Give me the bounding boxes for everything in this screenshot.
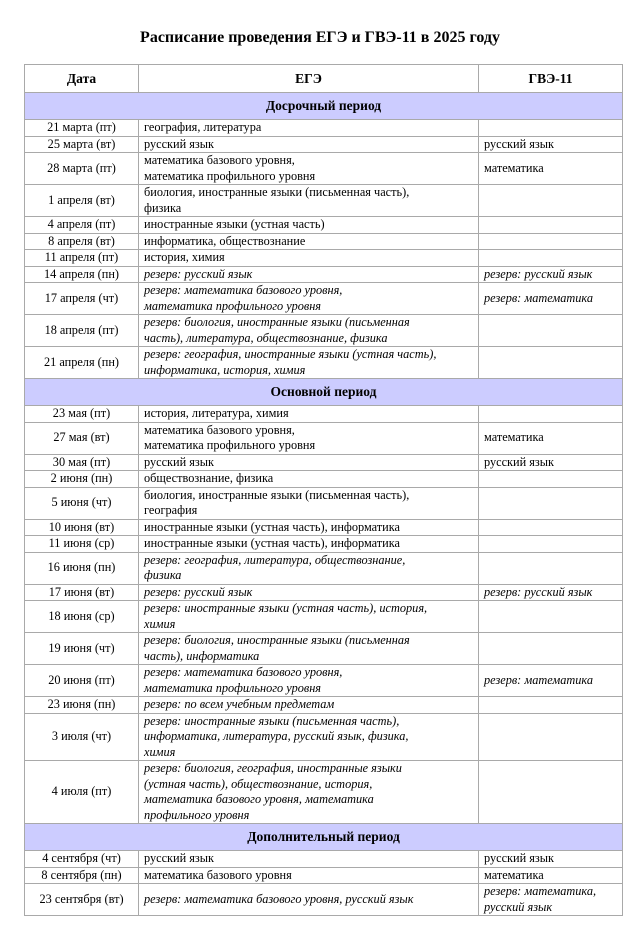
ege-subjects-cell: резерв: математика базового уровня, математика профильного уровня [139, 283, 479, 315]
column-header-gve: ГВЭ-11 [479, 65, 623, 93]
exam-date-cell: 2 июня (пн) [25, 471, 139, 488]
table-header-row [25, 65, 623, 93]
gve-subjects-cell: резерв: математика [479, 283, 623, 315]
table-row [25, 851, 623, 868]
ege-subjects-cell: резерв: биология, иностранные языки (письменная часть), литература, обществознание, физика [139, 315, 479, 347]
exam-date-cell: 1 апреля (вт) [25, 185, 139, 217]
exam-date-cell: 11 апреля (пт) [25, 250, 139, 267]
gve-subjects-cell [479, 552, 623, 584]
gve-subjects-cell: резерв: математика [479, 665, 623, 697]
exam-date-cell: 21 апреля (пн) [25, 347, 139, 379]
exam-date-cell: 19 июня (чт) [25, 633, 139, 665]
exam-date-cell: 23 июня (пн) [25, 697, 139, 714]
table-row [25, 454, 623, 471]
ege-subjects-cell: русский язык [139, 136, 479, 153]
gve-subjects-cell: резерв: математика, русский язык [479, 884, 623, 916]
ege-subjects-cell: биология, иностранные языки (письменная часть), физика [139, 185, 479, 217]
table-row [25, 487, 623, 519]
ege-subjects-cell: иностранные языки (устная часть), информатика [139, 519, 479, 536]
ege-subjects-cell: математика базового уровня [139, 867, 479, 884]
gve-subjects-cell [479, 315, 623, 347]
table-row [25, 233, 623, 250]
table-row [25, 665, 623, 697]
gve-subjects-cell: резерв: русский язык [479, 266, 623, 283]
ege-subjects-cell: математика базового уровня, математика профильного уровня [139, 153, 479, 185]
table-row [25, 266, 623, 283]
table-row [25, 136, 623, 153]
table-row [25, 713, 623, 761]
ege-subjects-cell: резерв: география, иностранные языки (устная часть), информатика, история, химия [139, 347, 479, 379]
exam-date-cell: 14 апреля (пн) [25, 266, 139, 283]
table-row [25, 471, 623, 488]
ege-subjects-cell: резерв: иностранные языки (письменная часть), информатика, литература, русский язык, физика, химия [139, 713, 479, 761]
table-row [25, 422, 623, 454]
ege-subjects-cell: резерв: биология, иностранные языки (письменная часть), информатика [139, 633, 479, 665]
exam-date-cell: 27 мая (вт) [25, 422, 139, 454]
table-row [25, 153, 623, 185]
table-row [25, 697, 623, 714]
ege-subjects-cell: резерв: география, литература, обществознание, физика [139, 552, 479, 584]
ege-subjects-cell: резерв: математика базового уровня, математика профильного уровня [139, 665, 479, 697]
table-row [25, 584, 623, 601]
ege-subjects-cell: русский язык [139, 454, 479, 471]
gve-subjects-cell [479, 487, 623, 519]
gve-subjects-cell: математика [479, 422, 623, 454]
gve-subjects-cell [479, 347, 623, 379]
table-row [25, 519, 623, 536]
page-title: Расписание проведения ЕГЭ и ГВЭ-11 в 2025 году [140, 29, 500, 46]
gve-subjects-cell [479, 713, 623, 761]
column-header-ege: ЕГЭ [139, 65, 479, 93]
gve-subjects-cell: математика [479, 153, 623, 185]
ege-subjects-cell: резерв: по всем учебным предметам [139, 697, 479, 714]
ege-subjects-cell: информатика, обществознание [139, 233, 479, 250]
gve-subjects-cell [479, 250, 623, 267]
exam-date-cell: 20 июня (пт) [25, 665, 139, 697]
table-row [25, 120, 623, 137]
ege-subjects-cell: резерв: биология, география, иностранные языки (устная часть), обществознание, история, математика базового уровня, математика профильного уровня [139, 761, 479, 824]
period-title: Дополнительный период [25, 824, 623, 851]
period-header-row [25, 824, 623, 851]
table-row [25, 552, 623, 584]
gve-subjects-cell [479, 519, 623, 536]
exam-date-cell: 23 сентября (вт) [25, 884, 139, 916]
exam-date-cell: 4 апреля (пт) [25, 217, 139, 234]
ege-subjects-cell: иностранные языки (устная часть), информатика [139, 536, 479, 553]
ege-subjects-cell: биология, иностранные языки (письменная часть), география [139, 487, 479, 519]
gve-subjects-cell: математика [479, 867, 623, 884]
gve-subjects-cell: резерв: русский язык [479, 584, 623, 601]
exam-date-cell: 25 марта (вт) [25, 136, 139, 153]
schedule-body [25, 93, 623, 916]
gve-subjects-cell: русский язык [479, 851, 623, 868]
exam-date-cell: 28 марта (пт) [25, 153, 139, 185]
gve-subjects-cell [479, 185, 623, 217]
exam-date-cell: 11 июня (ср) [25, 536, 139, 553]
table-row [25, 867, 623, 884]
table-row [25, 633, 623, 665]
period-title: Основной период [25, 379, 623, 406]
exam-date-cell: 23 мая (пт) [25, 406, 139, 423]
table-row [25, 217, 623, 234]
exam-date-cell: 4 июля (пт) [25, 761, 139, 824]
gve-subjects-cell [479, 233, 623, 250]
period-title: Досрочный период [25, 93, 623, 120]
ege-subjects-cell: география, литература [139, 120, 479, 137]
column-header-date: Дата [25, 65, 139, 93]
table-row [25, 250, 623, 267]
exam-date-cell: 8 сентября (пн) [25, 867, 139, 884]
schedule-table [24, 64, 623, 916]
ege-subjects-cell: история, литература, химия [139, 406, 479, 423]
ege-subjects-cell: математика базового уровня, математика профильного уровня [139, 422, 479, 454]
exam-date-cell: 4 сентября (чт) [25, 851, 139, 868]
table-row [25, 536, 623, 553]
gve-subjects-cell [479, 406, 623, 423]
ege-subjects-cell: резерв: иностранные языки (устная часть), история, химия [139, 601, 479, 633]
gve-subjects-cell [479, 633, 623, 665]
ege-subjects-cell: резерв: русский язык [139, 584, 479, 601]
table-row [25, 601, 623, 633]
gve-subjects-cell [479, 217, 623, 234]
period-header-row [25, 93, 623, 120]
table-row [25, 283, 623, 315]
exam-date-cell: 3 июля (чт) [25, 713, 139, 761]
ege-subjects-cell: история, химия [139, 250, 479, 267]
exam-date-cell: 21 марта (пт) [25, 120, 139, 137]
ege-subjects-cell: русский язык [139, 851, 479, 868]
gve-subjects-cell [479, 471, 623, 488]
gve-subjects-cell: русский язык [479, 136, 623, 153]
exam-date-cell: 17 апреля (чт) [25, 283, 139, 315]
gve-subjects-cell [479, 761, 623, 824]
exam-date-cell: 10 июня (вт) [25, 519, 139, 536]
exam-date-cell: 5 июня (чт) [25, 487, 139, 519]
exam-date-cell: 18 июня (ср) [25, 601, 139, 633]
table-row [25, 884, 623, 916]
ege-subjects-cell: резерв: русский язык [139, 266, 479, 283]
exam-date-cell: 30 мая (пт) [25, 454, 139, 471]
exam-date-cell: 16 июня (пн) [25, 552, 139, 584]
table-row [25, 761, 623, 824]
ege-subjects-cell: обществознание, физика [139, 471, 479, 488]
ege-subjects-cell: резерв: математика базового уровня, русский язык [139, 884, 479, 916]
table-row [25, 406, 623, 423]
gve-subjects-cell [479, 601, 623, 633]
exam-date-cell: 17 июня (вт) [25, 584, 139, 601]
exam-date-cell: 8 апреля (вт) [25, 233, 139, 250]
period-header-row [25, 379, 623, 406]
ege-subjects-cell: иностранные языки (устная часть) [139, 217, 479, 234]
gve-subjects-cell [479, 120, 623, 137]
gve-subjects-cell [479, 536, 623, 553]
table-row [25, 185, 623, 217]
table-row [25, 315, 623, 347]
exam-date-cell: 18 апреля (пт) [25, 315, 139, 347]
gve-subjects-cell [479, 697, 623, 714]
table-row [25, 347, 623, 379]
gve-subjects-cell: русский язык [479, 454, 623, 471]
